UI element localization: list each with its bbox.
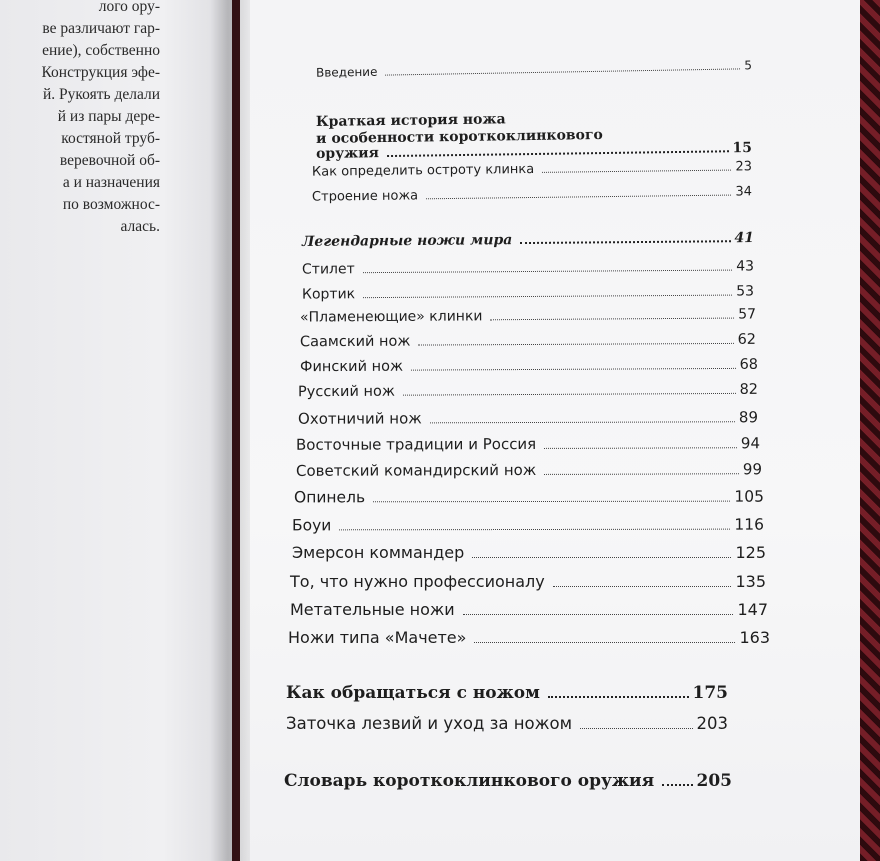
left-page-line: костяной труб- xyxy=(61,130,160,147)
toc-entry-page: 203 xyxy=(696,714,728,733)
toc-entry xyxy=(312,159,752,179)
left-page-line: ве различают гар- xyxy=(42,20,160,37)
toc-entry-title: Кортик xyxy=(301,286,356,303)
left-page-line: а и назначения xyxy=(62,174,160,191)
toc-entry-title: Советский командирский нож xyxy=(295,460,537,480)
toc-entry xyxy=(300,306,756,325)
leader-dots xyxy=(544,473,739,475)
left-page-line: й из пары дере- xyxy=(57,108,160,125)
toc-entry-page: 147 xyxy=(737,600,768,619)
leader-dots xyxy=(418,343,733,346)
leader-dots xyxy=(548,696,689,698)
page-gutter-shadow xyxy=(210,0,250,861)
leader-dots xyxy=(472,557,731,558)
toc-entry-page: 135 xyxy=(735,572,766,591)
toc-entry-page: 163 xyxy=(739,628,770,647)
toc-entry-page: 5 xyxy=(744,58,753,73)
toc-entry xyxy=(300,332,756,350)
leader-dots xyxy=(411,368,736,371)
toc-page xyxy=(240,0,860,861)
toc-entry-section4 xyxy=(284,771,732,791)
toc-entry xyxy=(302,258,754,277)
toc-entry-title: «Пламенеющие» клинки xyxy=(299,308,483,326)
toc-entry-page: 57 xyxy=(738,306,757,323)
toc-entry-title: Боуи xyxy=(291,516,332,535)
leader-dots xyxy=(403,393,736,396)
leader-dots xyxy=(491,318,735,321)
toc-entry-page: 125 xyxy=(735,543,766,562)
toc-entry-title: Как определить остроту клинка xyxy=(311,161,535,180)
toc-entry xyxy=(292,516,764,535)
toc-entry xyxy=(312,184,752,204)
leader-dots xyxy=(553,586,732,587)
toc-entry-title: Саамский нож xyxy=(299,333,411,351)
section-heading-line: Краткая история ножа xyxy=(315,111,506,131)
leader-dots xyxy=(580,728,692,729)
leader-dots xyxy=(474,642,735,643)
toc-entry-page: 99 xyxy=(742,460,763,479)
toc-entry-title: оружия xyxy=(315,145,380,163)
section-heading-line: и особенности короткоклинкового xyxy=(316,126,603,148)
toc-entry-page: 82 xyxy=(739,381,759,398)
toc-entry xyxy=(292,543,766,562)
leader-dots xyxy=(363,295,732,299)
leader-dots xyxy=(520,240,730,244)
leader-dots xyxy=(339,529,730,531)
toc-entry-title: Ножи типа «Мачете» xyxy=(288,628,467,647)
toc-entry-title: Строение ножа xyxy=(311,188,419,205)
toc-entry-page: 205 xyxy=(696,771,732,791)
leader-dots xyxy=(430,421,735,423)
left-page-line: й. Рукоять делали xyxy=(42,86,160,103)
leader-dots xyxy=(373,501,730,503)
toc-entry-title: Стилет xyxy=(301,261,355,278)
leader-dots xyxy=(544,447,737,449)
toc-entry xyxy=(296,434,760,454)
toc-entry-page: 89 xyxy=(738,408,759,427)
toc-entry-page: 41 xyxy=(734,230,755,247)
toc-entry-title: Охотничий нож xyxy=(297,409,422,428)
leader-dots xyxy=(662,784,692,786)
toc-entry xyxy=(298,382,758,400)
toc-entry-title: Опинель xyxy=(293,488,366,507)
toc-entry xyxy=(290,600,768,619)
leader-dots xyxy=(387,150,729,157)
toc-entry xyxy=(290,572,766,591)
toc-entry-section3 xyxy=(286,683,728,703)
left-page-line: алась. xyxy=(120,218,160,235)
toc-entry-page: 53 xyxy=(736,283,755,300)
leader-dots xyxy=(363,270,732,274)
toc-entry xyxy=(294,488,764,507)
toc-entry-title: Метательные ножи xyxy=(290,600,455,619)
toc-entry-title: Восточные традиции и Россия xyxy=(295,434,537,454)
left-page xyxy=(0,0,232,861)
toc-entry-title: Введение xyxy=(315,64,378,80)
leader-dots xyxy=(463,614,734,615)
leader-dots xyxy=(542,170,731,173)
left-page-line: по возможнос- xyxy=(62,196,160,213)
left-page-line: ение), собственно xyxy=(42,42,160,59)
toc-entry-section2 xyxy=(302,230,754,250)
left-page-line: веревочной об- xyxy=(59,152,160,169)
toc-entry-page: 34 xyxy=(735,184,753,200)
left-page-line: Конструкция эфе- xyxy=(41,64,160,81)
toc-entry-page: 62 xyxy=(737,331,757,348)
toc-entry-title: Финский нож xyxy=(299,358,404,376)
toc-entry xyxy=(300,357,758,375)
toc-entry-title: Русский нож xyxy=(297,383,395,401)
toc-entry-title: Легендарные ножи мира xyxy=(301,232,513,250)
toc-entry xyxy=(298,408,758,428)
toc-entry-intro xyxy=(316,58,752,80)
toc-entry xyxy=(302,283,754,302)
toc-entry xyxy=(288,628,770,647)
toc-entry-page: 43 xyxy=(736,258,755,275)
toc-entry-title: Заточка лезвий и уход за ножом xyxy=(286,714,573,733)
toc-entry-title: Как обращаться с ножом xyxy=(286,683,540,703)
toc-entry-page: 116 xyxy=(734,515,765,534)
toc-entry-page: 15 xyxy=(732,139,753,157)
toc-entry-page: 105 xyxy=(734,487,765,506)
toc-entry-page: 23 xyxy=(735,159,753,175)
toc-entry-page: 175 xyxy=(692,683,728,703)
toc-entry-title: То, что нужно профессионалу xyxy=(290,572,545,591)
toc-entry-title: Эмерсон коммандер xyxy=(292,543,465,562)
toc-entry-page: 68 xyxy=(739,356,759,373)
leader-dots xyxy=(385,68,740,75)
toc-entry-page: 94 xyxy=(740,434,761,453)
toc-entry xyxy=(296,460,762,480)
left-page-line: лого ору- xyxy=(98,0,160,15)
toc-entry xyxy=(286,714,728,733)
leader-dots xyxy=(426,195,731,200)
toc-entry-title: Словарь короткоклинкового оружия xyxy=(284,771,655,791)
